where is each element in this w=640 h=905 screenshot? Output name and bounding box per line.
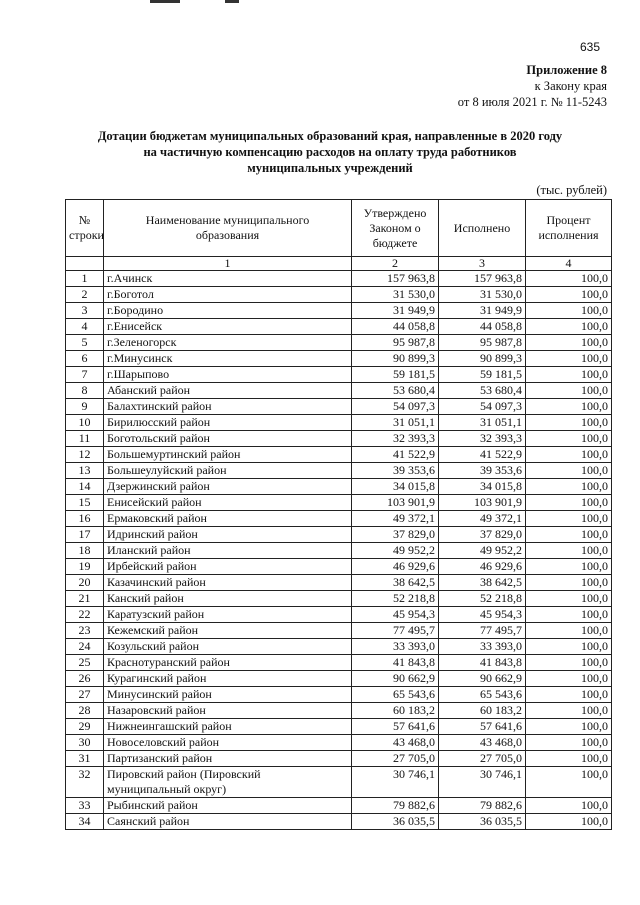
municipality-name [104,575,352,591]
row-number: 10 [66,415,104,431]
municipality-name-line: Енисейский район [107,495,202,509]
execution-percent: 100,0 [526,383,612,399]
row-number: 2 [66,287,104,303]
appendix-law: к Закону края [534,79,607,93]
execution-percent: 100,0 [526,527,612,543]
municipality-name-line: Минусинский район [107,687,212,701]
executed-amount: 39 353,6 [439,463,526,479]
table-row [66,814,612,830]
approved-amount: 90 662,9 [352,671,439,687]
execution-percent: 100,0 [526,495,612,511]
approved-amount: 95 987,8 [352,335,439,351]
appendix-date: от 8 июля 2021 г. № 11-5243 [457,95,607,109]
row-number: 33 [66,798,104,814]
executed-amount: 31 949,9 [439,303,526,319]
header-percent-line1: Процент [546,213,591,227]
title-line-2: на частичную компенсацию расходов на оплату труда работников [143,145,517,159]
header-num-line2: строки [69,228,104,242]
municipality-name-line: г.Боготол [107,287,154,301]
title-line-3: муниципальных учреждений [247,161,413,175]
row-number: 29 [66,719,104,735]
table-row [66,463,612,479]
row-number: 32 [66,767,104,798]
municipality-name-line: г.Ачинск [107,271,153,285]
municipality-name-line: Назаровский район [107,703,206,717]
execution-percent: 100,0 [526,479,612,495]
approved-amount: 46 929,6 [352,559,439,575]
row-number: 27 [66,687,104,703]
municipality-name [104,367,352,383]
colnum-empty [66,257,104,271]
municipality-name-line: Иланский район [107,543,191,557]
table-row [66,319,612,335]
municipality-name [104,351,352,367]
executed-amount: 30 746,1 [439,767,526,798]
execution-percent: 100,0 [526,798,612,814]
approved-amount: 33 393,0 [352,639,439,655]
row-number: 21 [66,591,104,607]
municipality-name [104,703,352,719]
row-number: 7 [66,367,104,383]
execution-percent: 100,0 [526,335,612,351]
header-percent [526,200,612,257]
executed-amount: 90 899,3 [439,351,526,367]
row-number: 14 [66,479,104,495]
table-row [66,655,612,671]
municipality-name-line: Каратузский район [107,607,205,621]
executed-amount: 46 929,6 [439,559,526,575]
page-number: 635 [579,40,600,54]
execution-percent: 100,0 [526,463,612,479]
table-row [66,511,612,527]
table-row [66,671,612,687]
approved-amount: 59 181,5 [352,367,439,383]
executed-amount: 157 963,8 [439,271,526,287]
colnum-2: 2 [352,257,439,271]
execution-percent: 100,0 [526,431,612,447]
municipality-name-line: Пировский район (Пировский [107,767,261,781]
row-number: 23 [66,623,104,639]
table-header-row [66,200,612,257]
execution-percent: 100,0 [526,591,612,607]
municipality-name-line: Боготольский район [107,431,210,445]
approved-amount: 41 522,9 [352,447,439,463]
execution-percent: 100,0 [526,287,612,303]
executed-amount: 34 015,8 [439,479,526,495]
approved-amount: 27 705,0 [352,751,439,767]
table-row [66,767,612,798]
executed-amount: 33 393,0 [439,639,526,655]
table-row [66,719,612,735]
executed-amount: 41 522,9 [439,447,526,463]
approved-amount: 53 680,4 [352,383,439,399]
table-row [66,687,612,703]
municipality-name-line: Рыбинский район [107,798,198,812]
municipality-name [104,415,352,431]
table-row [66,703,612,719]
table-row [66,415,612,431]
execution-percent: 100,0 [526,543,612,559]
table-row [66,383,612,399]
row-number: 26 [66,671,104,687]
scan-edge-marks [0,0,640,6]
approved-amount: 43 468,0 [352,735,439,751]
executed-amount: 54 097,3 [439,399,526,415]
table-row [66,559,612,575]
municipality-name [104,591,352,607]
municipality-name-line: Новоселовский район [107,735,220,749]
approved-amount: 49 952,2 [352,543,439,559]
execution-percent: 100,0 [526,751,612,767]
execution-percent: 100,0 [526,367,612,383]
execution-percent: 100,0 [526,735,612,751]
municipality-name [104,751,352,767]
executed-amount: 36 035,5 [439,814,526,830]
appendix-block [458,62,607,110]
municipality-name [104,271,352,287]
executed-amount: 45 954,3 [439,607,526,623]
municipality-name-line: Канский район [107,591,184,605]
municipality-name-line: Абанский район [107,383,191,397]
municipality-name-line: Саянский район [107,814,190,828]
row-number: 20 [66,575,104,591]
municipality-name-line: Козульский район [107,639,199,653]
execution-percent: 100,0 [526,511,612,527]
municipality-name [104,335,352,351]
executed-amount: 49 372,1 [439,511,526,527]
executed-amount: 59 181,5 [439,367,526,383]
colnum-4: 4 [526,257,612,271]
execution-percent: 100,0 [526,303,612,319]
header-municipality-name [104,200,352,257]
table-row [66,303,612,319]
municipality-name-line: Кежемский район [107,623,199,637]
execution-percent: 100,0 [526,447,612,463]
executed-amount: 90 662,9 [439,671,526,687]
municipality-name [104,287,352,303]
executed-amount: 53 680,4 [439,383,526,399]
row-number: 18 [66,543,104,559]
execution-percent: 100,0 [526,767,612,798]
row-number: 34 [66,814,104,830]
executed-amount: 65 543,6 [439,687,526,703]
approved-amount: 34 015,8 [352,479,439,495]
row-number: 15 [66,495,104,511]
row-number: 11 [66,431,104,447]
municipality-name-line: г.Минусинск [107,351,173,365]
municipality-name [104,511,352,527]
execution-percent: 100,0 [526,623,612,639]
executed-amount: 37 829,0 [439,527,526,543]
executed-amount: 77 495,7 [439,623,526,639]
municipality-name-line: г.Шарыпово [107,367,170,381]
municipality-name [104,447,352,463]
column-number-row [66,257,612,271]
approved-amount: 45 954,3 [352,607,439,623]
approved-amount: 103 901,9 [352,495,439,511]
executed-amount: 95 987,8 [439,335,526,351]
header-approved-line2: Законом о [369,220,421,235]
municipality-name [104,431,352,447]
approved-amount: 44 058,8 [352,319,439,335]
header-approved-line1: Утверждено [363,205,427,220]
executed-amount: 44 058,8 [439,319,526,335]
execution-percent: 100,0 [526,271,612,287]
executed-amount: 31 530,0 [439,287,526,303]
approved-amount: 32 393,3 [352,431,439,447]
municipality-name-line: Краснотуранский район [107,655,230,669]
table-row [66,591,612,607]
header-executed [439,200,526,257]
municipality-name-line: Партизанский район [107,751,213,765]
municipality-name [104,399,352,415]
approved-amount: 39 353,6 [352,463,439,479]
municipality-name [104,559,352,575]
municipality-name [104,463,352,479]
row-number: 24 [66,639,104,655]
approved-amount: 65 543,6 [352,687,439,703]
municipality-name [104,767,352,798]
execution-percent: 100,0 [526,814,612,830]
row-number: 8 [66,383,104,399]
approved-amount: 49 372,1 [352,511,439,527]
row-number: 28 [66,703,104,719]
grants-table [65,199,612,830]
municipality-name-line: г.Зеленогорск [107,335,177,349]
municipality-name [104,671,352,687]
approved-amount: 57 641,6 [352,719,439,735]
header-name-line2: образования [195,228,260,242]
header-num-line1: № [78,213,91,227]
approved-amount: 31 530,0 [352,287,439,303]
document-title [40,128,620,176]
approved-amount: 41 843,8 [352,655,439,671]
row-number: 30 [66,735,104,751]
municipality-name-line: Большемуртинский район [107,447,241,461]
table-row [66,623,612,639]
municipality-name [104,639,352,655]
municipality-name [104,479,352,495]
execution-percent: 100,0 [526,415,612,431]
execution-percent: 100,0 [526,655,612,671]
executed-amount: 103 901,9 [439,495,526,511]
municipality-name-line: г.Енисейск [107,319,163,333]
executed-amount: 32 393,3 [439,431,526,447]
row-number: 13 [66,463,104,479]
table-row [66,639,612,655]
row-number: 6 [66,351,104,367]
table-row [66,495,612,511]
table-row [66,447,612,463]
execution-percent: 100,0 [526,687,612,703]
table-row [66,335,612,351]
execution-percent: 100,0 [526,319,612,335]
table-body [66,271,612,830]
approved-amount: 157 963,8 [352,271,439,287]
header-approved [352,200,439,257]
approved-amount: 52 218,8 [352,591,439,607]
municipality-name-line: Курагинский район [107,671,207,685]
row-number: 4 [66,319,104,335]
municipality-name [104,383,352,399]
municipality-name [104,814,352,830]
table-row [66,798,612,814]
municipality-name [104,495,352,511]
approved-amount: 38 642,5 [352,575,439,591]
colnum-3: 3 [439,257,526,271]
table-row [66,575,612,591]
municipality-name [104,735,352,751]
approved-amount: 77 495,7 [352,623,439,639]
approved-amount: 37 829,0 [352,527,439,543]
municipality-name-line: Бирилюсский район [107,415,211,429]
municipality-name [104,543,352,559]
table-row [66,367,612,383]
municipality-name [104,623,352,639]
row-number: 25 [66,655,104,671]
municipality-name [104,687,352,703]
colnum-1: 1 [104,257,352,271]
row-number: 16 [66,511,104,527]
approved-amount: 36 035,5 [352,814,439,830]
approved-amount: 31 949,9 [352,303,439,319]
approved-amount: 60 183,2 [352,703,439,719]
table-row [66,399,612,415]
table-row [66,607,612,623]
municipality-name [104,655,352,671]
executed-amount: 31 051,1 [439,415,526,431]
row-number: 5 [66,335,104,351]
approved-amount: 54 097,3 [352,399,439,415]
header-approved-line3: бюджете [372,235,418,250]
municipality-name [104,319,352,335]
executed-amount: 49 952,2 [439,543,526,559]
row-number: 3 [66,303,104,319]
row-number: 19 [66,559,104,575]
row-number: 1 [66,271,104,287]
municipality-name [104,527,352,543]
header-name-line1: Наименование муниципального [145,213,310,227]
header-percent-line2: исполнения [538,228,599,242]
row-number: 31 [66,751,104,767]
execution-percent: 100,0 [526,351,612,367]
executed-amount: 38 642,5 [439,575,526,591]
municipality-name-line: Ермаковский район [107,511,207,525]
municipality-name-line: Большеулуйский район [107,463,227,477]
execution-percent: 100,0 [526,671,612,687]
appendix-title: Приложение 8 [526,63,607,77]
table-row [66,479,612,495]
execution-percent: 100,0 [526,703,612,719]
executed-amount: 27 705,0 [439,751,526,767]
table-row [66,431,612,447]
row-number: 22 [66,607,104,623]
table-row [66,271,612,287]
municipality-name-line: г.Бородино [107,303,164,317]
execution-percent: 100,0 [526,719,612,735]
executed-amount: 41 843,8 [439,655,526,671]
row-number: 12 [66,447,104,463]
header-row-number [66,200,104,257]
execution-percent: 100,0 [526,399,612,415]
approved-amount: 90 899,3 [352,351,439,367]
execution-percent: 100,0 [526,607,612,623]
municipality-name [104,303,352,319]
table-row [66,735,612,751]
executed-amount: 52 218,8 [439,591,526,607]
table-row [66,351,612,367]
approved-amount: 31 051,1 [352,415,439,431]
executed-amount: 57 641,6 [439,719,526,735]
executed-amount: 79 882,6 [439,798,526,814]
executed-amount: 60 183,2 [439,703,526,719]
execution-percent: 100,0 [526,575,612,591]
municipality-name-line: Ирбейский район [107,559,197,573]
municipality-name-line: Балахтинский район [107,399,212,413]
table-row [66,751,612,767]
executed-amount: 43 468,0 [439,735,526,751]
table-row [66,527,612,543]
row-number: 17 [66,527,104,543]
execution-percent: 100,0 [526,639,612,655]
table-row [66,543,612,559]
municipality-name-line: Нижнеингашский район [107,719,232,733]
municipality-name [104,798,352,814]
approved-amount: 30 746,1 [352,767,439,798]
municipality-name-line: Идринский район [107,527,198,541]
units-label: (тыс. рублей) [536,183,607,197]
row-number: 9 [66,399,104,415]
approved-amount: 79 882,6 [352,798,439,814]
title-line-1: Дотации бюджетам муниципальных образований края, направленные в 2020 году [97,129,563,143]
municipality-name-line: Дзержинский район [107,479,210,493]
municipality-name-line: Казачинский район [107,575,206,589]
municipality-name [104,719,352,735]
table-row [66,287,612,303]
header-executed-label: Исполнено [453,220,511,235]
municipality-name [104,607,352,623]
execution-percent: 100,0 [526,559,612,575]
municipality-name-line: муниципальный округ) [107,782,227,796]
